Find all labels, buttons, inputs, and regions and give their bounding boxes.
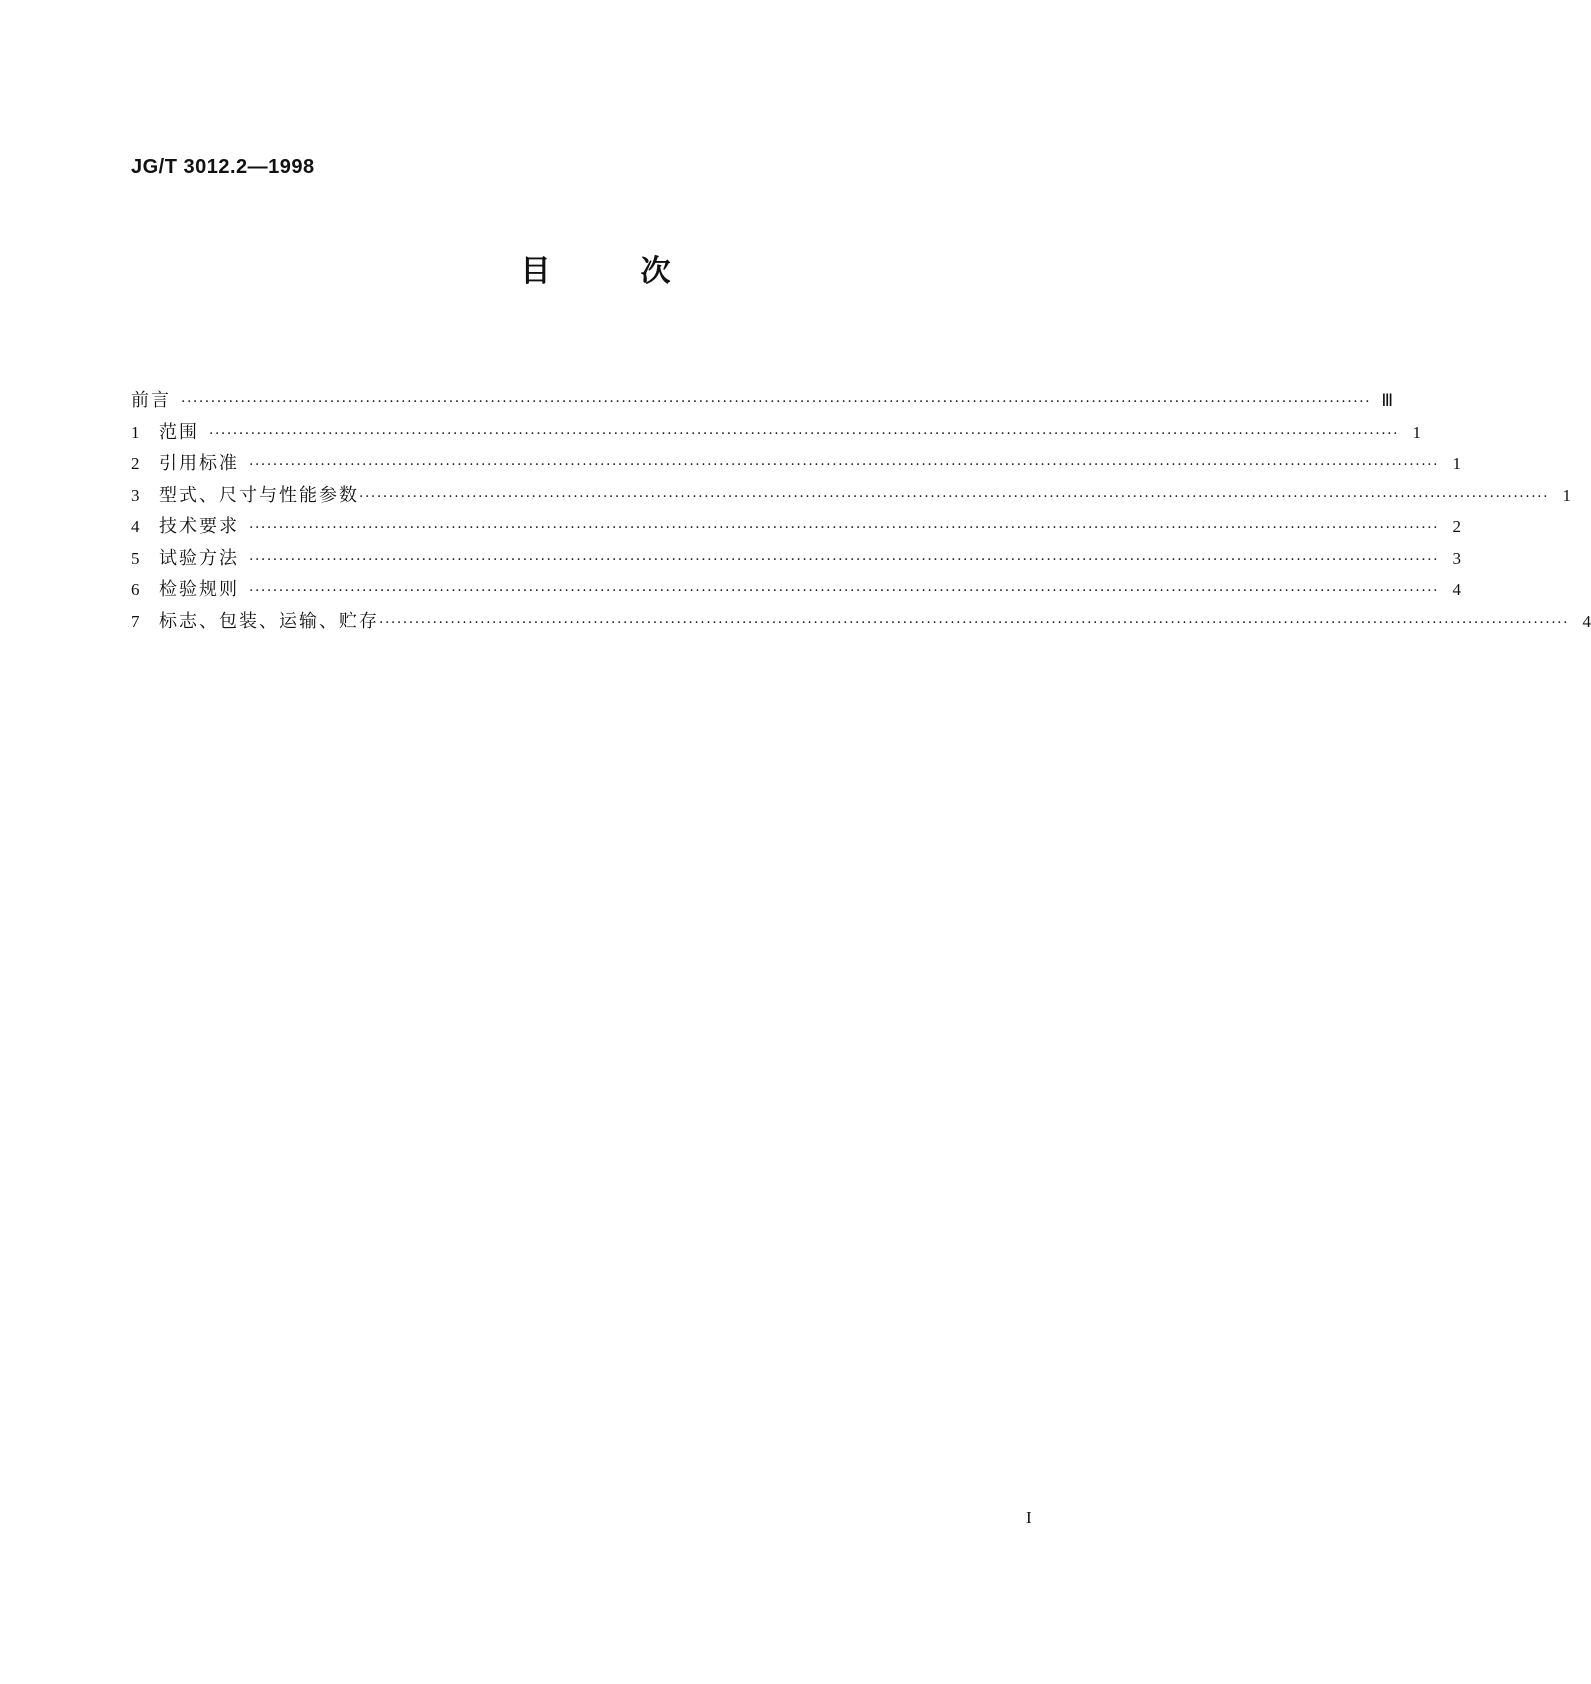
toc-leader-dots: ········································································································································································································ — [249, 457, 1440, 473]
toc-entry-title: 引用标准 — [159, 453, 239, 474]
page-title: 目次 — [520, 254, 761, 289]
toc-leader-dots: ········································································································································································································ — [359, 488, 1550, 505]
toc-entry-2[interactable] — [131, 449, 1462, 481]
toc-entry-page: 3 — [1452, 548, 1462, 568]
toc-entry-page: 1 — [1412, 422, 1422, 442]
page-number: I — [1026, 1508, 1032, 1527]
toc-entry-page: 1 — [1452, 454, 1462, 473]
toc-leader-dots: ········································································································································································································ — [249, 520, 1440, 536]
toc-entry-3[interactable] — [131, 481, 1572, 513]
toc-entry-number: 7 — [131, 611, 140, 631]
toc-entry-number: 5 — [131, 548, 140, 568]
toc-entry-4[interactable] — [131, 512, 1462, 544]
toc-leader-dots: ········································································································································································································ — [209, 425, 1400, 442]
toc-entry-7[interactable] — [131, 607, 1591, 639]
toc-leader-dots: ········································································································································································································ — [181, 394, 1372, 410]
toc-entry-number: 2 — [131, 454, 140, 473]
toc-leader-dots: ········································································································································································································ — [379, 614, 1570, 631]
toc-entry-page: Ⅲ — [1381, 391, 1394, 410]
standard-code: JG/T 3012.2—1998 — [131, 156, 315, 178]
toc-leader-dots: ········································································································································································································ — [249, 583, 1440, 599]
table-of-contents — [131, 386, 1591, 638]
toc-entry-6[interactable] — [131, 575, 1462, 607]
toc-entry-title: 范围 — [159, 421, 199, 443]
toc-entry-page: 4 — [1452, 580, 1462, 599]
toc-entry-number: 6 — [131, 580, 140, 599]
toc-entry-page: 1 — [1562, 485, 1572, 505]
toc-entry-5[interactable] — [131, 544, 1462, 576]
toc-entry-1[interactable] — [131, 418, 1422, 450]
toc-entry-title: 型式、尺寸与性能参数 — [159, 484, 359, 506]
toc-entry-title: 检验规则 — [159, 579, 239, 600]
toc-leader-dots: ········································································································································································································ — [249, 551, 1440, 568]
toc-entry-number: 3 — [131, 485, 140, 505]
toc-entry-title: 技术要求 — [159, 516, 239, 537]
toc-entry-preface[interactable] — [131, 386, 1394, 418]
toc-entry-title: 试验方法 — [159, 547, 239, 569]
toc-entry-number: 1 — [131, 422, 140, 442]
toc-entry-page: 4 — [1582, 611, 1591, 631]
toc-entry-title: 标志、包装、运输、贮存 — [159, 610, 379, 632]
toc-entry-title: 前言 — [131, 390, 171, 411]
toc-entry-page: 2 — [1452, 517, 1462, 536]
toc-entry-number: 4 — [131, 517, 140, 536]
